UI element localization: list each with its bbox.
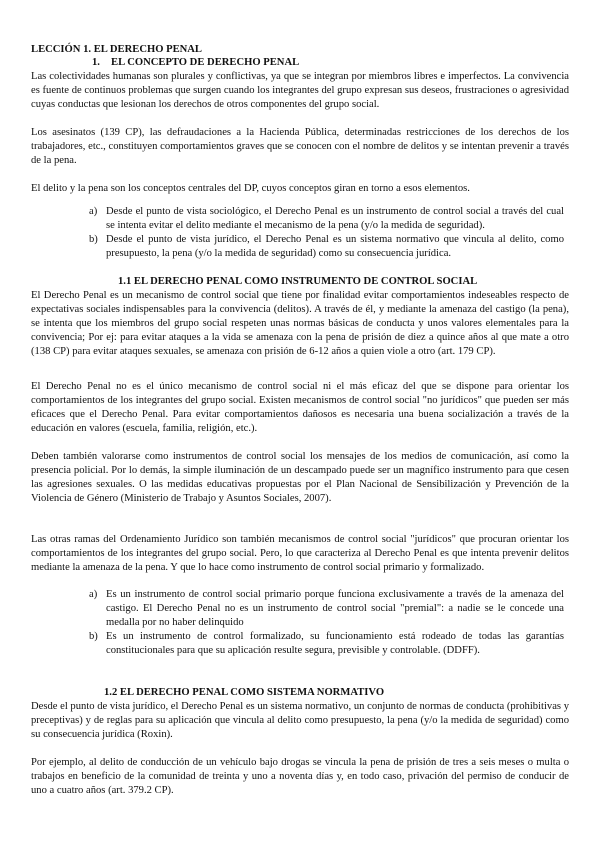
- paragraph: Deben también valorarse como instrumentos de control social los mensajes de los medios de comunicación, así como la presencia policial. Por lo demás, la simple iluminación de un descampado puede ser un magnífico instrumento para que cesen las agresiones sexuales. O las medidas educativas propuestas por el Plan Nacional de Sensibilización y Prevención de la Violencia de Género (Ministerio de Trabajo y Asuntos Sociales, 2007).: [31, 451, 569, 504]
- list-marker: b): [89, 234, 98, 245]
- list-marker: b): [89, 631, 98, 642]
- list-marker: a): [89, 589, 98, 600]
- list-item: Es un instrumento de control social primario porque funciona exclusivamente a través de la amenaza del castigo. El Derecho Penal no es un instrumento de control social "premial": a nadie se le concede una medalla por no haber delinquido: [106, 589, 564, 628]
- section-1-2-heading: 1.2 EL DERECHO PENAL COMO SISTEMA NORMATIVO: [104, 687, 385, 698]
- paragraph: El Derecho Penal es un mecanismo de control social que tiene por finalidad evitar comportamientos indeseables respecto de expectativas sociales indispensables para la convivencia (delitos). A través de él, y mediante la amenaza del castigo (la pena), se intenta que los miembros del grupo social respeten unas normas básicas de conducta y unos valores elementales para la convivencia; Por ej: para evitar ataques a la vida se amenaza con la pena de prisión de diez a quince años al que mate a otro (138 CP) para evitar ataques sexuales, se amenaza con prisión de 6-12 años a quien viole a otro (art. 179 CP).: [31, 290, 569, 357]
- paragraph: Por ejemplo, al delito de conducción de un vehículo bajo drogas se vincula la pena de prisión de tres a seis meses o multa o trabajos en beneficio de la comunidad de treinta y uno a noventa días y, en todo caso, privación del permiso de conducir de uno a cuatro años (art. 379.2 CP).: [31, 757, 569, 796]
- list-item: Es un instrumento de control formalizado, su funcionamiento está rodeado de todas las garantías constitucionales para que su aplicación resulte segura, previsible y controlable. (DDFF).: [106, 631, 564, 656]
- paragraph: Los asesinatos (139 CP), las defraudaciones a la Hacienda Pública, determinadas restricciones de los derechos de los trabajadores, etc., constituyen comportamientos graves que se conocen con el nombre de delitos y se intentan prevenir a través de la pena.: [31, 127, 569, 166]
- lesson-title: LECCIÓN 1. EL DERECHO PENAL: [31, 44, 202, 55]
- paragraph: El Derecho Penal no es el único mecanismo de control social ni el más eficaz del que se dispone para orientar los comportamientos de los integrantes del grupo social. Existen mecanismos de control social "no jurídicos" que pueden ser más eficaces que el Derecho Penal. Para evitar comportamientos dañosos es necesaria una buena socialización a través de la educación en valores (escuela, familia, religión, etc.).: [31, 381, 569, 434]
- paragraph: Desde el punto de vista jurídico, el Derecho Penal es un sistema normativo, un conjunto de normas de conducta (prohibitivas y preceptivas) y de reglas para su aplicación que vincula al delito como presupuesto, la pena (y/o la medida de seguridad) como su consecuencia jurídica (Roxin).: [31, 701, 569, 740]
- list-item: Desde el punto de vista sociológico, el Derecho Penal es un instrumento de control social a través del cual se intenta evitar el delito mediante el mecanismo de la pena (y/o la medida de seguridad).: [106, 206, 564, 231]
- paragraph: El delito y la pena son los conceptos centrales del DP, cuyos conceptos giran en torno a esos elementos.: [31, 183, 470, 194]
- section-1-1-heading: 1.1 EL DERECHO PENAL COMO INSTRUMENTO DE CONTROL SOCIAL: [118, 276, 478, 287]
- list-item: Desde el punto de vista jurídico, el Derecho Penal es un sistema normativo que vincula al delito, como presupuesto, la pena (y/o la medida de seguridad) como su consecuencia jurídica.: [106, 234, 564, 259]
- paragraph: Las otras ramas del Ordenamiento Jurídico son también mecanismos de control social "jurídicos" que procuran orientar los comportamientos de los integrantes del grupo social. Pero, lo que caracteriza al Derecho Penal es que intenta prevenir delitos mediante la amenaza de la pena. Y que lo hace como instrumento de control social primario y formalizado.: [31, 534, 569, 573]
- section-1-number: 1.: [92, 57, 100, 68]
- paragraph: Las colectividades humanas son plurales y conflictivas, ya que se integran por miembros libres e imperfectos. La convivencia es fuente de continuos problemas que surgen cuando los integrantes del grupo expresan sus deseos, frustraciones o agresividad cuyas conductas que lesionan los derechos de otros componentes del grupo social.: [31, 71, 569, 110]
- list-marker: a): [89, 206, 98, 217]
- section-1-heading: EL CONCEPTO DE DERECHO PENAL: [111, 57, 300, 68]
